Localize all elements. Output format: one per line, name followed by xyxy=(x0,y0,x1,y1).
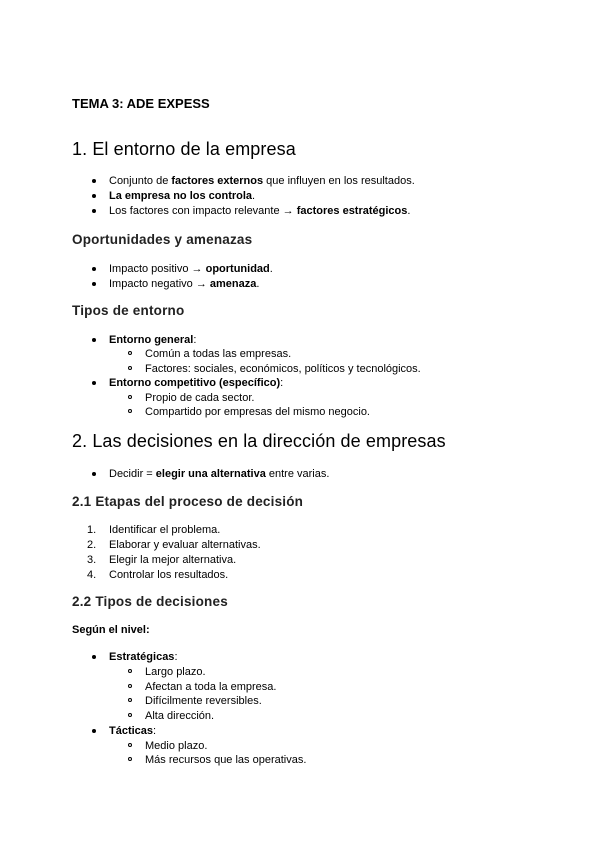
circle-bullet-icon xyxy=(128,409,132,413)
subsection-heading-tipos-decisiones: 2.2 Tipos de decisiones xyxy=(72,594,228,609)
bullet-icon xyxy=(92,209,96,213)
section-2-heading: 2. Las decisiones en la dirección de empresas xyxy=(72,431,446,451)
bullet-icon xyxy=(92,282,96,286)
subsection-heading-tipos-entorno: Tipos de entorno xyxy=(72,303,185,318)
circle-bullet-icon xyxy=(128,366,132,370)
circle-bullet-icon xyxy=(128,351,132,355)
circle-bullet-icon xyxy=(128,669,132,673)
circle-bullet-icon xyxy=(128,757,132,761)
section-1-heading: 1. El entorno de la empresa xyxy=(72,139,296,159)
circle-bullet-icon xyxy=(128,743,132,747)
circle-bullet-icon xyxy=(128,395,132,399)
subsection-heading-etapas: 2.1 Etapas del proceso de decisión xyxy=(72,494,304,509)
bullet-icon xyxy=(92,655,96,659)
circle-bullet-icon xyxy=(128,698,132,702)
bullet-icon xyxy=(92,729,96,733)
subsection-heading-oportunidades: Oportunidades y amenazas xyxy=(72,232,253,247)
bullet-icon xyxy=(92,338,96,342)
document-title: TEMA 3: ADE EXPESS xyxy=(72,96,210,111)
bullet-icon xyxy=(92,381,96,385)
bullet-icon xyxy=(92,179,96,183)
bullet-icon xyxy=(92,472,96,476)
bullet-icon xyxy=(92,194,96,198)
segun-nivel-label: Según el nivel: xyxy=(72,624,150,636)
circle-bullet-icon xyxy=(128,713,132,717)
circle-bullet-icon xyxy=(128,684,132,688)
bullet-icon xyxy=(92,267,96,271)
document-page: TEMA 3: ADE EXPESS 1. El entorno de la empresa Conjunto de factores externos que influyen en los resultados. La empresa no los controla. Los factores con impacto relevante → factores estratégicos. Oportunidades y amenazas Impacto positivo → oportunidad. Impacto negativo → amenaza. Tipos de entorno Entorno general: Común a todas las empresas. Factores: sociales, económicos, políticos y tecnológicos. Entorno competitivo (específico): Propio de cada sector. Compartido por empresas del mismo negocio. 2. Las decisiones en la dirección de empresas Decidir = elegir una alternativa entre varias. 2.1 Etapas del proceso de decisión 1. Identificar el problema. 2. Elaborar y evaluar alternativas. 3. Elegir la mejor alternativa. 4. Controlar los resultados. 2.2 Tipos de decisiones Según el nivel: Estratégicas: Largo plazo. Afectan a toda la empresa. Difícilmente reversibles. Alta dirección. Tácticas: Medio plazo. Más recursos que las operativas. xyxy=(72,96,446,766)
